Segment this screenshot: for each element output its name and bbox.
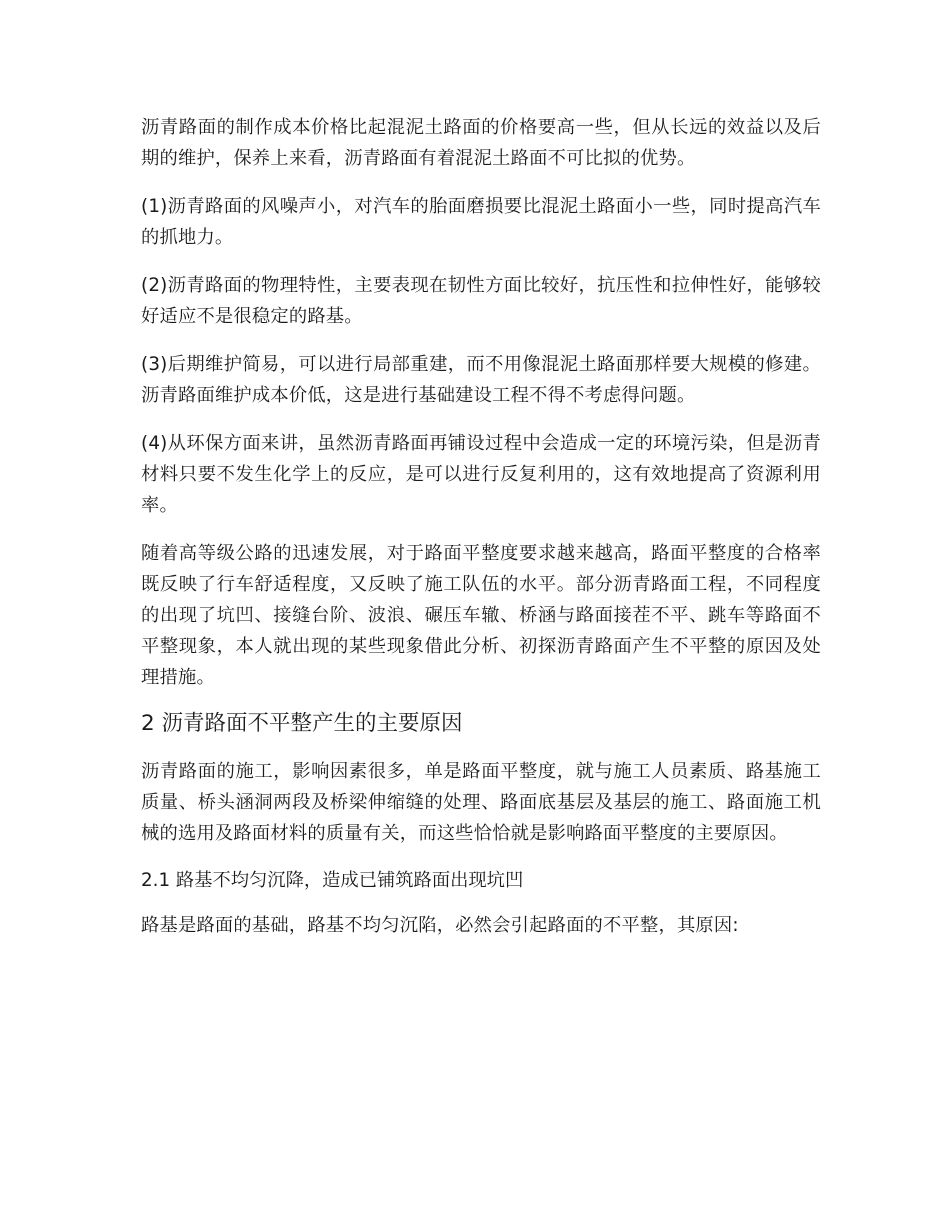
document-page <box>141 112 821 941</box>
paragraph-advantage-1: (1)沥青路面的风噪声小，对汽车的胎面磨损要比混泥土路面小一些，同时提高汽车的抓地力。 <box>141 196 821 248</box>
paragraph-flatness-background: 随着高等级公路的迅速发展，对于路面平整度要求越来越高，路面平整度的合格率既反映了行车舒适程度，又反映了施工队伍的水平。部分沥青路面工程，不同程度的出现了坑凹、接缝台阶、波浪、碾压车辙、桥涵与路面接茬不平、跳车等路面不平整现象，本人就出现的某些现象借此分析、初探沥青路面产生不平整的原因及处理措施。 <box>141 543 821 688</box>
paragraph-advantage-2: (2)沥青路面的物理特性，主要表现在韧性方面比较好，抗压性和拉伸性好，能够较好适应不是很稳定的路基。 <box>141 275 821 327</box>
subsection-2-1-text: 路基是路面的基础，路基不均匀沉陷，必然会引起路面的不平整，其原因: <box>141 915 739 936</box>
paragraph-advantage-3: (3)后期维护简易，可以进行局部重建，而不用像混泥土路面那样要大规模的修建。沥青路面维护成本价低，这是进行基础建设工程不得不考虑得问题。 <box>141 354 821 406</box>
section-2-heading: 2 沥青路面不平整产生的主要原因 <box>141 711 463 736</box>
subsection-2-1-heading: 2.1 路基不均匀沉降，造成已铺筑路面出现坑凹 <box>141 870 524 891</box>
section-2-intro: 沥青路面的施工，影响因素很多，单是路面平整度，就与施工人员素质、路基施工质量、桥头涵洞两段及桥梁伸缩缝的处理、路面底基层及基层的施工、路面施工机械的选用及路面材料的质量有关，而这些恰恰就是影响路面平整度的主要原因。 <box>141 761 821 844</box>
paragraph-cost-comparison: 沥青路面的制作成本价格比起混泥土路面的价格要高一些，但从长远的效益以及后期的维护，保养上来看，沥青路面有着混泥土路面不可比拟的优势。 <box>141 117 821 169</box>
paragraph-advantage-4: (4)从环保方面来讲，虽然沥青路面再铺设过程中会造成一定的环境污染，但是沥青材料只要不发生化学上的反应，是可以进行反复利用的，这有效地提高了资源利用率。 <box>141 433 821 516</box>
